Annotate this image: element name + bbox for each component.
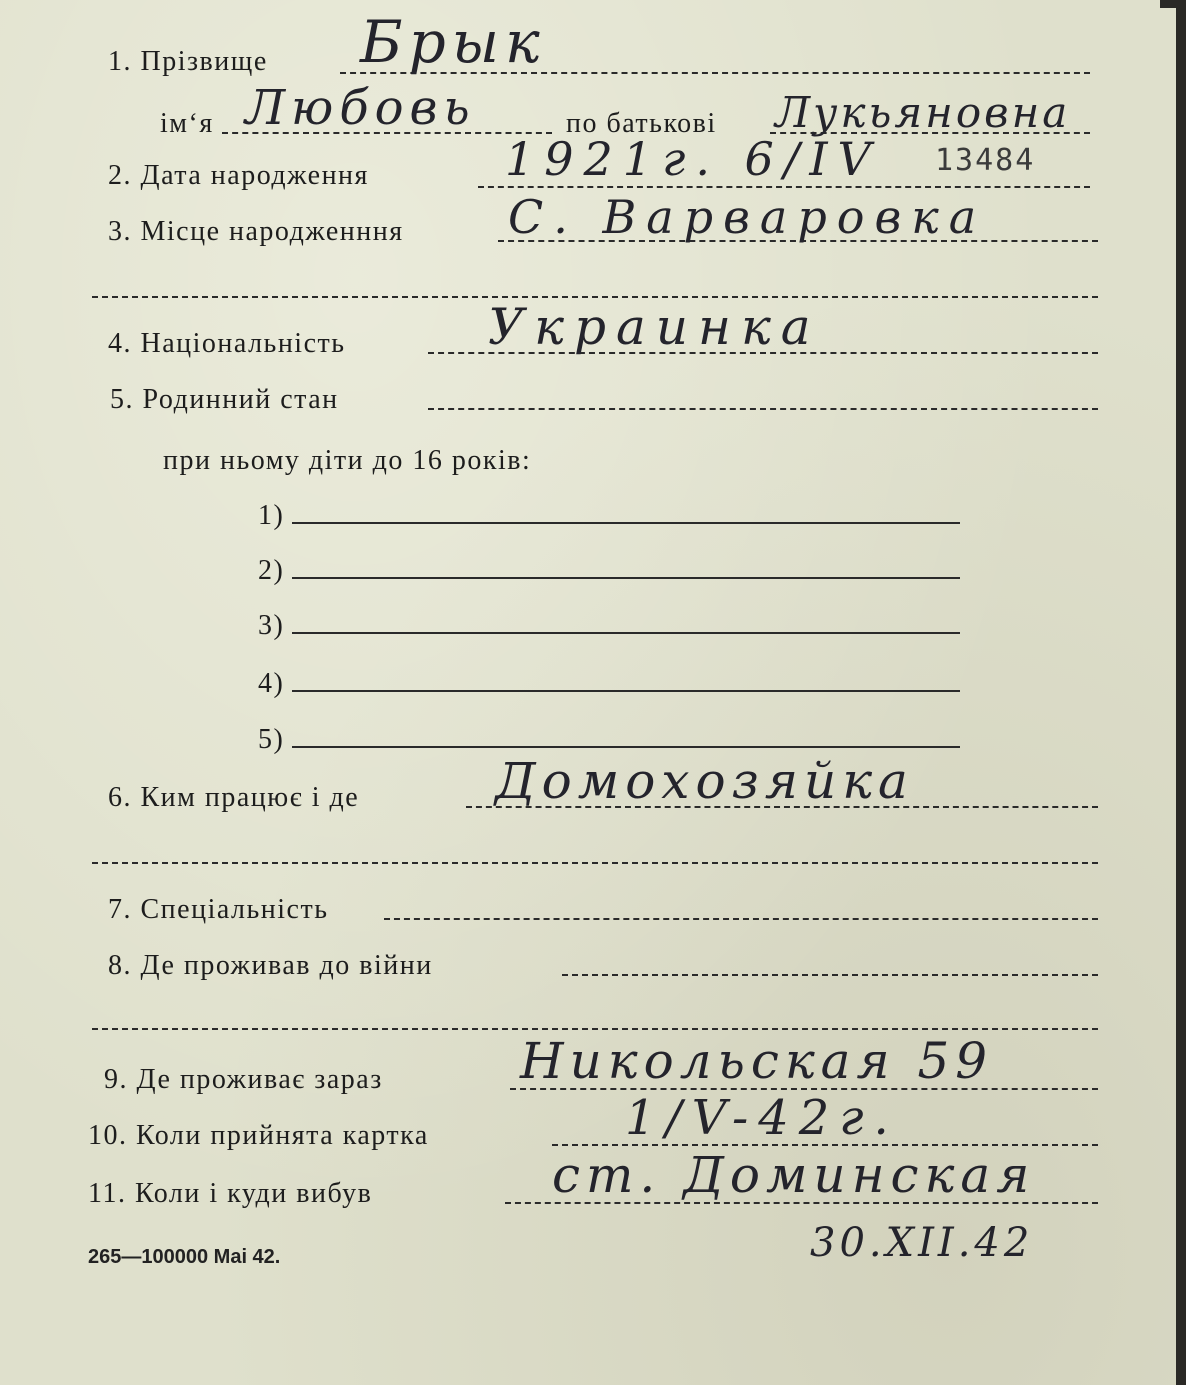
specialty-line	[384, 918, 1098, 920]
patronymic-value: Лукьяновна	[775, 88, 1071, 137]
birthdate-value: 1921г. 6/IV	[505, 132, 881, 186]
child-number-4: 4)	[258, 668, 285, 699]
current-residence-value: Никольская 59	[520, 1032, 994, 1090]
scan-edge-top	[1160, 0, 1186, 8]
birthdate-line	[478, 186, 1090, 188]
child-number-2: 2)	[258, 555, 285, 586]
name-label: ім‘я	[160, 108, 214, 139]
family-line	[428, 408, 1098, 410]
child-number-5: 5)	[258, 724, 285, 755]
surname-label: 1. Прізвище	[108, 46, 268, 77]
child-line-5	[292, 746, 960, 748]
prewar-label: 8. Де проживав до війни	[108, 950, 433, 981]
current-residence-label: 9. Де проживає зараз	[104, 1064, 383, 1095]
stamp-number: 13484	[935, 143, 1036, 178]
child-line-3	[292, 632, 960, 634]
departed-value: ст. Доминская	[552, 1146, 1036, 1204]
child-line-2	[292, 577, 960, 579]
print-code: 265—100000 Mai 42.	[88, 1246, 281, 1268]
birthplace-label: 3. Місце народженння	[108, 216, 404, 247]
accepted-label: 10. Коли прийнята картка	[88, 1120, 429, 1151]
nationality-label: 4. Національність	[108, 328, 346, 359]
specialty-label: 7. Спеціальність	[108, 894, 329, 925]
child-number-1: 1)	[258, 500, 285, 531]
name-value: Любовь	[245, 80, 476, 136]
work-line-2	[92, 862, 1098, 864]
scan-edge	[1176, 0, 1186, 1385]
nationality-value: Украинка	[488, 298, 821, 356]
work-label: 6. Ким працює і де	[108, 782, 360, 813]
child-number-3: 3)	[258, 610, 285, 641]
departed-label: 11. Коли і куди вибув	[88, 1178, 373, 1209]
family-label: 5. Родинний стан	[110, 384, 339, 415]
departed-date: 30.XII.42	[810, 1220, 1034, 1266]
prewar-line-2	[92, 1028, 1098, 1030]
birthplace-value: С. Варваровка	[508, 190, 987, 244]
accepted-value: 1/V-42г.	[625, 1090, 899, 1146]
surname-value: Брык	[360, 8, 546, 76]
child-line-4	[292, 690, 960, 692]
child-line-1	[292, 522, 960, 524]
children-label: при ньому діти до 16 років:	[163, 445, 532, 476]
work-value: Домохозяйка	[495, 752, 914, 810]
patronymic-label: по батькові	[566, 108, 717, 139]
birthdate-label: 2. Дата народження	[108, 160, 369, 191]
prewar-line	[562, 974, 1098, 976]
